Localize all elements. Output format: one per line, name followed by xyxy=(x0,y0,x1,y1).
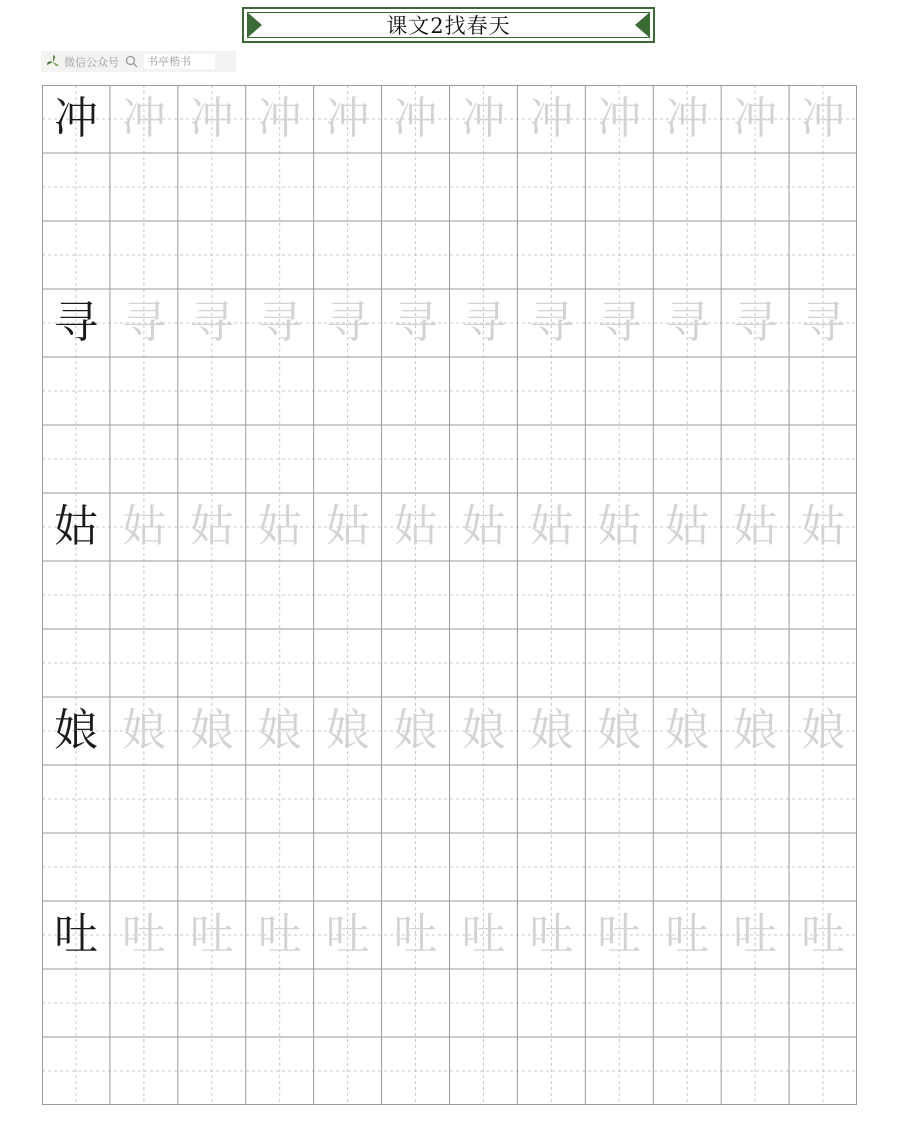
trace-character: 姑 xyxy=(121,501,166,552)
trace-character: 吐 xyxy=(665,909,710,960)
trace-character: 冲 xyxy=(461,93,506,144)
trace-character: 寻 xyxy=(801,297,846,348)
search-icon[interactable] xyxy=(125,55,138,68)
trace-character: 姑 xyxy=(461,501,506,552)
trace-character: 寻 xyxy=(257,297,302,348)
trace-character: 寻 xyxy=(461,297,506,348)
title-banner xyxy=(242,7,655,43)
trace-character: 姑 xyxy=(325,501,370,552)
search-query-text[interactable]: 书亭楷书 xyxy=(144,54,215,69)
trace-character: 冲 xyxy=(529,93,574,144)
trace-character: 吐 xyxy=(393,909,438,960)
trace-character: 吐 xyxy=(257,909,302,960)
trace-character: 娘 xyxy=(189,705,234,756)
trace-character: 娘 xyxy=(121,705,166,756)
trace-character: 冲 xyxy=(257,93,302,144)
trace-character: 姑 xyxy=(257,501,302,552)
trace-character: 冲 xyxy=(189,93,234,144)
trace-character: 寻 xyxy=(733,297,778,348)
model-character: 寻 xyxy=(53,297,98,348)
trace-character: 寻 xyxy=(597,297,642,348)
wechat-account-label: 微信公众号 xyxy=(64,55,119,69)
trace-character: 姑 xyxy=(597,501,642,552)
trace-character: 娘 xyxy=(801,705,846,756)
trace-character: 姑 xyxy=(393,501,438,552)
trace-character: 冲 xyxy=(597,93,642,144)
trace-character: 娘 xyxy=(733,705,778,756)
trace-character: 冲 xyxy=(325,93,370,144)
trace-character: 吐 xyxy=(801,909,846,960)
trace-character: 娘 xyxy=(529,705,574,756)
trace-character: 娘 xyxy=(325,705,370,756)
practice-grid xyxy=(42,85,857,1105)
trace-character: 寻 xyxy=(529,297,574,348)
trace-character: 寻 xyxy=(189,297,234,348)
trace-character: 吐 xyxy=(189,909,234,960)
trace-character: 娘 xyxy=(665,705,710,756)
trace-character: 吐 xyxy=(733,909,778,960)
trace-character: 姑 xyxy=(189,501,234,552)
trace-character: 冲 xyxy=(801,93,846,144)
wechat-search-bar[interactable] xyxy=(41,51,236,72)
trace-character: 吐 xyxy=(121,909,166,960)
trace-character: 娘 xyxy=(461,705,506,756)
trace-character: 寻 xyxy=(665,297,710,348)
trace-character: 冲 xyxy=(733,93,778,144)
trace-character: 寻 xyxy=(121,297,166,348)
model-character: 吐 xyxy=(53,909,98,960)
model-character: 姑 xyxy=(53,501,98,552)
trace-character: 娘 xyxy=(257,705,302,756)
trace-character: 姑 xyxy=(529,501,574,552)
trace-character: 吐 xyxy=(461,909,506,960)
trace-character: 吐 xyxy=(529,909,574,960)
model-character: 娘 xyxy=(53,705,98,756)
trace-character: 寻 xyxy=(325,297,370,348)
trace-character: 姑 xyxy=(733,501,778,552)
trace-character: 吐 xyxy=(597,909,642,960)
trace-character: 冲 xyxy=(121,93,166,144)
model-character: 冲 xyxy=(53,93,98,144)
trace-character: 姑 xyxy=(665,501,710,552)
trace-character: 娘 xyxy=(393,705,438,756)
trace-character: 冲 xyxy=(665,93,710,144)
page-title: 课文2找春天 xyxy=(386,14,511,38)
trace-character: 姑 xyxy=(801,501,846,552)
pinwheel-logo-icon xyxy=(44,53,62,71)
trace-character: 吐 xyxy=(325,909,370,960)
trace-character: 冲 xyxy=(393,93,438,144)
trace-character: 寻 xyxy=(393,297,438,348)
trace-character: 娘 xyxy=(597,705,642,756)
